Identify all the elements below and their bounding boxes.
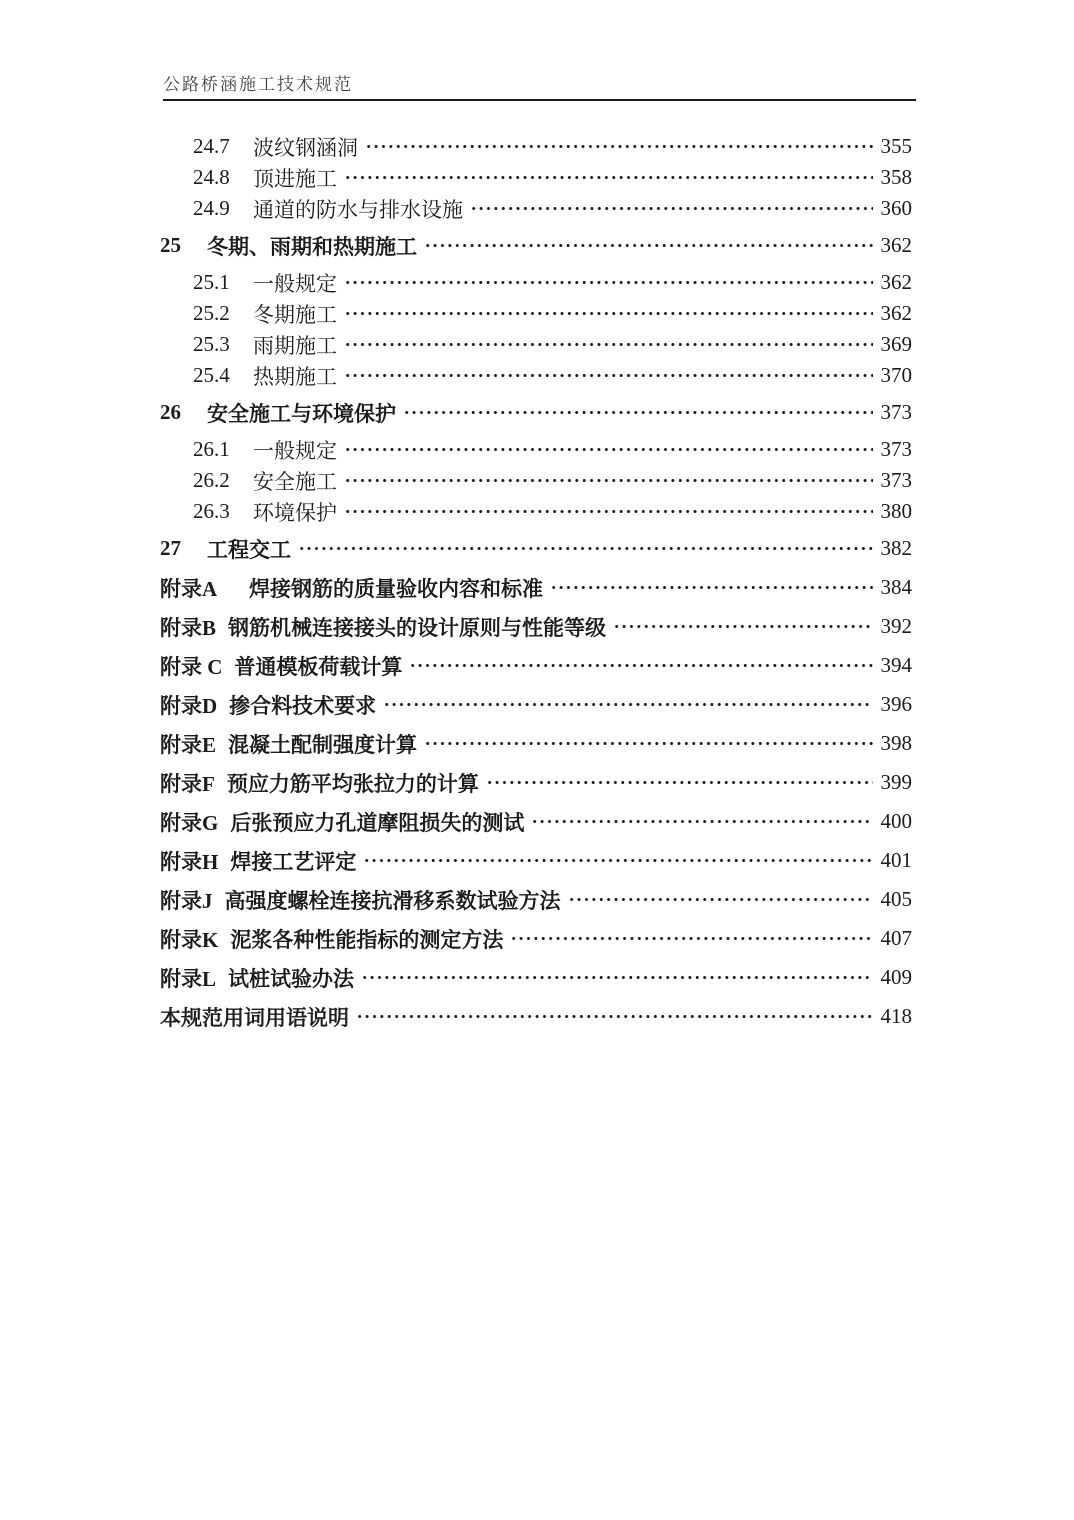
dot-leader bbox=[566, 884, 874, 915]
dot-leader bbox=[342, 360, 873, 391]
toc-entry bbox=[160, 611, 912, 642]
toc-entry-title: 顶进施工 bbox=[253, 166, 337, 191]
dot-leader bbox=[342, 267, 873, 298]
dot-leader bbox=[342, 298, 873, 329]
toc-entry bbox=[160, 298, 912, 329]
toc-entry bbox=[160, 689, 912, 720]
toc-entry-title: 泥浆各种性能指标的测定方法 bbox=[230, 927, 504, 952]
toc-entry-page: 407 bbox=[880, 926, 912, 950]
toc-entry-title: 热期施工 bbox=[253, 364, 337, 389]
toc-entry-number: 25.2 bbox=[193, 301, 230, 325]
toc-entry-title: 掺合料技术要求 bbox=[229, 693, 377, 718]
toc-entry bbox=[160, 162, 912, 193]
toc-entry-number: 27 bbox=[160, 536, 181, 560]
toc-entry-number: 附录H bbox=[160, 849, 219, 874]
dot-leader bbox=[548, 572, 873, 603]
dot-leader bbox=[361, 845, 873, 876]
toc-entry-page: 400 bbox=[880, 809, 912, 833]
toc-entry-number: 26.3 bbox=[193, 499, 230, 523]
toc-entry-page: 362 bbox=[880, 301, 912, 325]
toc-entry bbox=[160, 1001, 912, 1032]
dot-leader bbox=[611, 611, 873, 642]
toc-entry-number: 附录D bbox=[160, 693, 218, 718]
toc-entry-page: 394 bbox=[880, 653, 912, 677]
dot-leader bbox=[508, 923, 873, 954]
toc-entry-number: 24.8 bbox=[193, 165, 230, 189]
toc-entry-number: 24.7 bbox=[193, 134, 230, 158]
toc-entry-page: 362 bbox=[880, 233, 912, 257]
toc-entry-number: 附录E bbox=[160, 732, 217, 757]
toc-entry bbox=[160, 923, 912, 954]
toc-entry bbox=[160, 884, 912, 915]
dot-leader bbox=[468, 193, 873, 224]
toc-entry-title: 安全施工 bbox=[253, 469, 337, 494]
toc-entry-number: 附录B bbox=[160, 615, 217, 640]
dot-leader bbox=[484, 767, 873, 798]
toc-entry bbox=[160, 962, 912, 993]
running-header bbox=[163, 0, 916, 101]
dot-leader bbox=[342, 496, 873, 527]
toc-entry-page: 370 bbox=[880, 363, 912, 387]
toc-entry bbox=[160, 230, 912, 261]
toc-entry-title: 混凝土配制强度计算 bbox=[228, 732, 418, 757]
toc-entry-title: 普通模板荷载计算 bbox=[234, 654, 403, 679]
toc-entry-title: 冬期施工 bbox=[253, 302, 337, 327]
toc-entry-page: 380 bbox=[880, 499, 912, 523]
toc-entry bbox=[160, 267, 912, 298]
toc-entry-title: 试桩试验办法 bbox=[228, 966, 355, 991]
toc-entry-page: 360 bbox=[880, 196, 912, 220]
toc-entry-number: 26.2 bbox=[193, 468, 230, 492]
toc-entry bbox=[160, 465, 912, 496]
dot-leader bbox=[381, 689, 873, 720]
toc-entry-page: 409 bbox=[880, 965, 912, 989]
toc-entry-page: 396 bbox=[880, 692, 912, 716]
toc-entry bbox=[160, 397, 912, 428]
toc-entry-number: 26 bbox=[160, 400, 181, 424]
toc-entry bbox=[160, 845, 912, 876]
toc-entry-title: 工程交工 bbox=[207, 537, 291, 562]
toc-entry bbox=[160, 329, 912, 360]
toc-entry-page: 355 bbox=[880, 134, 912, 158]
toc-entry-title: 高强度螺栓连接抗滑移系数试验方法 bbox=[224, 888, 561, 913]
dot-leader bbox=[422, 728, 873, 759]
toc-entry-page: 392 bbox=[880, 614, 912, 638]
toc-entry-number: 附录G bbox=[160, 810, 219, 835]
dot-leader bbox=[359, 962, 873, 993]
toc-entry bbox=[160, 131, 912, 162]
toc-entry-number: 附录J bbox=[160, 888, 213, 913]
toc-entry-page: 362 bbox=[880, 270, 912, 294]
toc-entry-page: 401 bbox=[880, 848, 912, 872]
toc-entry-number: 附录K bbox=[160, 927, 219, 952]
dot-leader bbox=[296, 533, 873, 564]
toc-entry bbox=[160, 806, 912, 837]
toc-entry-page: 384 bbox=[880, 575, 912, 599]
toc-entry bbox=[160, 728, 912, 759]
toc-entry-title: 预应力筋平均张拉力的计算 bbox=[226, 771, 479, 796]
toc-entry-page: 373 bbox=[880, 400, 912, 424]
toc-entry-title: 通道的防水与排水设施 bbox=[253, 197, 463, 222]
toc-entry-number: 附录F bbox=[160, 771, 215, 796]
toc-entry-number: 25.4 bbox=[193, 363, 230, 387]
toc-entry-page: 382 bbox=[880, 536, 912, 560]
toc-entry bbox=[160, 767, 912, 798]
dot-leader bbox=[363, 131, 873, 162]
toc-entry-page: 418 bbox=[880, 1004, 912, 1028]
toc-entry-title: 焊接工艺评定 bbox=[230, 849, 357, 874]
toc-entry bbox=[160, 533, 912, 564]
toc-list bbox=[160, 131, 912, 1032]
toc-entry bbox=[160, 193, 912, 224]
toc-entry-title: 一般规定 bbox=[253, 438, 337, 463]
dot-leader bbox=[529, 806, 873, 837]
dot-leader bbox=[401, 397, 873, 428]
dot-leader bbox=[342, 434, 873, 465]
toc-entry-title: 焊接钢筋的质量验收内容和标准 bbox=[249, 576, 544, 601]
toc-entry-number: 附录A bbox=[160, 576, 238, 601]
toc-entry bbox=[160, 496, 912, 527]
toc-entry-title: 安全施工与环境保护 bbox=[207, 401, 396, 426]
toc-entry-number: 25.3 bbox=[193, 332, 230, 356]
document-title: 公路桥涵施工技术规范 bbox=[163, 75, 353, 94]
toc-entry bbox=[160, 434, 912, 465]
toc-entry-page: 399 bbox=[880, 770, 912, 794]
toc-entry-number: 26.1 bbox=[193, 437, 230, 461]
toc-entry-page: 398 bbox=[880, 731, 912, 755]
toc-entry-number: 24.9 bbox=[193, 196, 230, 220]
dot-leader bbox=[354, 1001, 873, 1032]
toc-entry-number: 25 bbox=[160, 233, 181, 257]
toc-entry-page: 373 bbox=[880, 437, 912, 461]
dot-leader bbox=[407, 650, 873, 681]
dot-leader bbox=[342, 162, 873, 193]
dot-leader bbox=[342, 465, 873, 496]
toc-entry-number: 附录L bbox=[160, 966, 217, 991]
toc-entry bbox=[160, 650, 912, 681]
toc-entry-title: 一般规定 bbox=[253, 271, 337, 296]
toc-entry-title: 波纹钢涵洞 bbox=[253, 135, 358, 160]
toc-entry bbox=[160, 360, 912, 391]
toc-entry-title: 本规范用词用语说明 bbox=[160, 1005, 349, 1030]
toc-entry-title: 后张预应力孔道摩阻损失的测试 bbox=[230, 810, 525, 835]
toc-entry-title: 钢筋机械连接接头的设计原则与性能等级 bbox=[228, 615, 607, 640]
dot-leader bbox=[422, 230, 873, 261]
toc-entry-page: 373 bbox=[880, 468, 912, 492]
toc-entry-title: 环境保护 bbox=[253, 500, 337, 525]
toc-entry-title: 雨期施工 bbox=[253, 333, 337, 358]
toc-entry-page: 369 bbox=[880, 332, 912, 356]
toc-entry bbox=[160, 572, 912, 603]
toc-entry-page: 358 bbox=[880, 165, 912, 189]
dot-leader bbox=[342, 329, 873, 360]
toc-entry-title: 冬期、雨期和热期施工 bbox=[207, 234, 417, 259]
toc-entry-page: 405 bbox=[880, 887, 912, 911]
toc-entry-number: 25.1 bbox=[193, 270, 230, 294]
toc-entry-number: 附录 C bbox=[160, 654, 223, 679]
